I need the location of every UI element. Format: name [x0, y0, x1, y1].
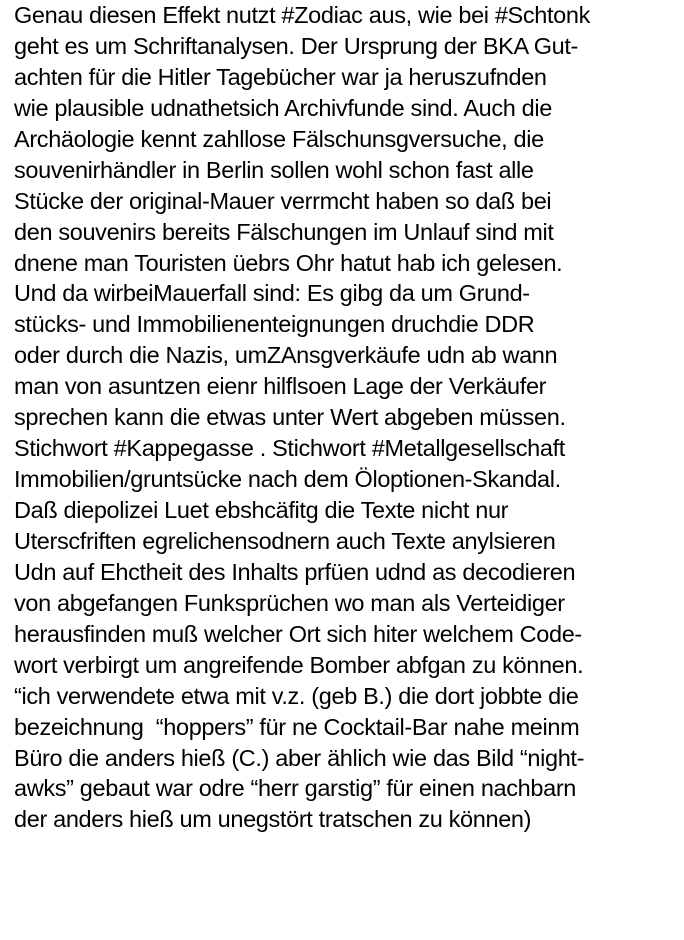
- body-text: [14, 0, 684, 835]
- text-line: “ich verwendete etwa mit v.z. (geb B.) die dort jobbte die: [14, 682, 579, 709]
- text-line: herausfinden muß welcher Ort sich hiter welchem Code-: [14, 620, 582, 647]
- text-line: den souvenirs bereits Fälschungen im Unlauf sind mit: [14, 218, 554, 245]
- text-line: stücks- und Immobilienenteignungen druchdie DDR: [14, 311, 535, 338]
- text-line: geht es um Schriftanalysen. Der Ursprung der BKA Gut-: [14, 32, 578, 59]
- text-line: wie plausible udnathetsich Archivfunde sind. Auch die: [14, 94, 552, 121]
- text-line: man von asuntzen eienr hilflsoen Lage der Verkäufer: [14, 373, 547, 400]
- text-line: Daß diepolizei Luet ebshcäfitg die Texte nicht nur: [14, 497, 509, 523]
- text-line: bezeichnung “hoppers” für ne Cocktail-Bar nahe meinm: [14, 713, 580, 740]
- text-line: Und da wirbeiMauerfall sind: Es gibg da um Grund-: [14, 280, 530, 307]
- text-line: Uterscfriften egrelichensodnern auch Texte anylsieren: [14, 527, 556, 554]
- text-line: der anders hieß um unegstört tratschen zu können): [14, 806, 532, 833]
- text-line: achten für die Hitler Tagebücher war ja heruszufnden: [14, 63, 547, 90]
- text-line: Genau diesen Effekt nutzt #Zodiac aus, wie bei #Schtonk: [14, 2, 591, 28]
- text-line: Büro die anders hieß (C.) aber ählich wie das Bild “night-: [14, 744, 585, 771]
- text-line: oder durch die Nazis, umZAnsgverkäufe udn ab wann: [14, 342, 558, 369]
- document-page: [14, 0, 684, 835]
- text-line: awks” gebaut war odre “herr garstig” für einen nachbarn: [14, 775, 577, 802]
- text-line: souvenirhändler in Berlin sollen wohl schon fast alle: [14, 156, 534, 183]
- text-line: Stücke der original-Mauer verrmcht haben so daß bei: [14, 187, 552, 214]
- text-line: sprechen kann die etwas unter Wert abgeben müssen.: [14, 404, 566, 431]
- text-line: wort verbirgt um angreifende Bomber abfgan zu können.: [14, 651, 584, 678]
- text-line: Archäologie kennt zahllose Fälschunsgversuche, die: [14, 125, 544, 152]
- text-line: dnene man Touristen üebrs Ohr hatut hab ich gelesen.: [14, 249, 563, 276]
- text-line: Udn auf Ehctheit des Inhalts prfüen udnd as decodieren: [14, 558, 576, 585]
- text-line: von abgefangen Funksprüchen wo man als Verteidiger: [14, 589, 565, 616]
- text-line: Stichwort #Kappegasse . Stichwort #Metallgesellschaft: [14, 435, 565, 462]
- text-line: Immobilien/gruntsücke nach dem Öloptionen-Skandal.: [14, 466, 561, 493]
